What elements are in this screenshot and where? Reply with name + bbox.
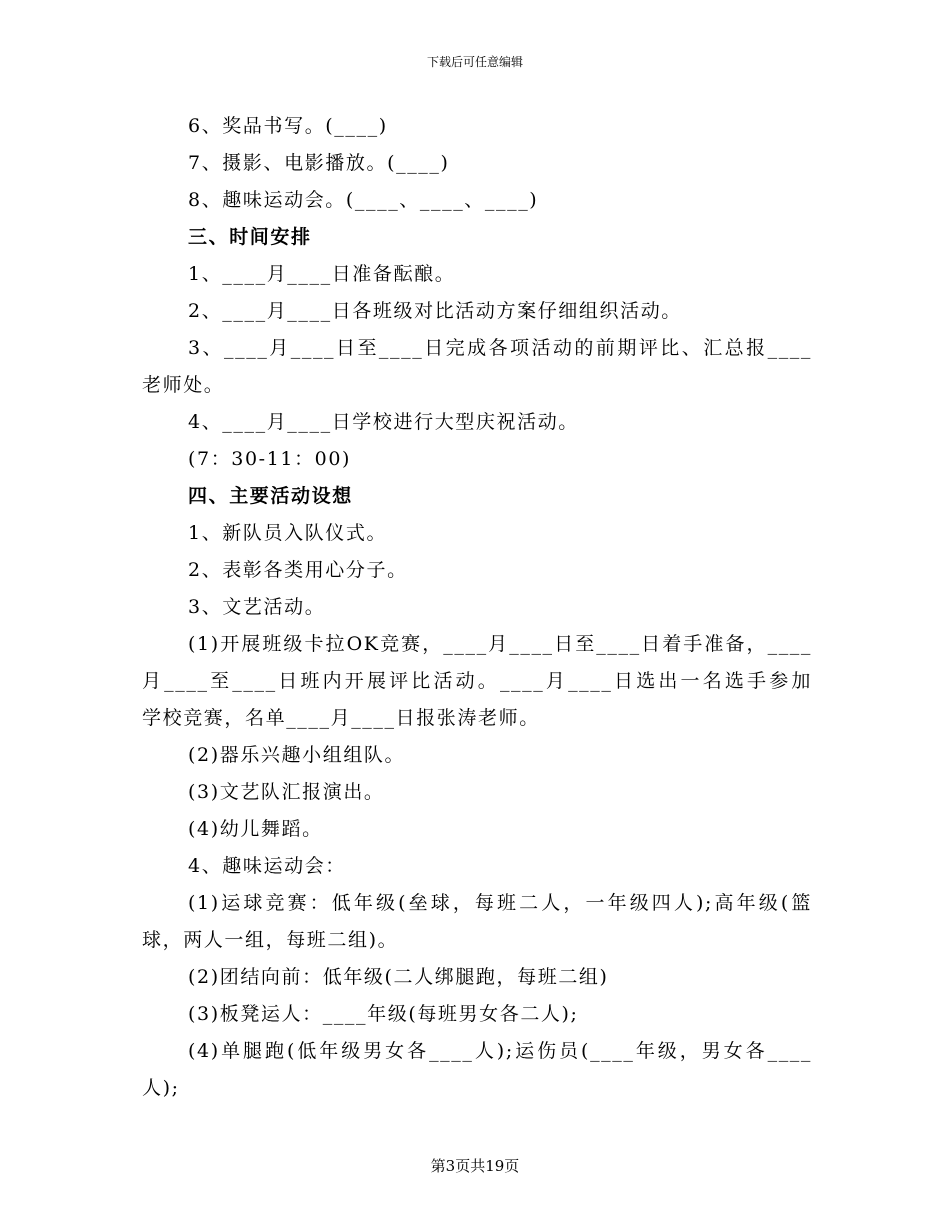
list-item-photography: 7、摄影、电影播放。(____)	[188, 152, 450, 174]
arts-item-2: (2)器乐兴趣小组组队。	[188, 744, 406, 766]
schedule-item-3: 3、____月____日至____日完成各项活动的前期评比、汇总报____	[188, 337, 812, 359]
section-heading-schedule: 三、时间安排	[188, 226, 312, 248]
schedule-item-3-continued: 老师处。	[142, 374, 225, 396]
sports-item-4-line-1: (4)单腿跑(低年级男女各____人);运伤员(____年级，男女各____	[188, 1040, 812, 1062]
schedule-item-2: 2、____月____日各班级对比活动方案仔细组织活动。	[188, 300, 682, 322]
schedule-item-1: 1、____月____日准备酝酿。	[188, 263, 456, 285]
karaoke-paragraph-line-1: (1)开展班级卡拉OK竞赛，____月____日至____日着手准备，____	[188, 633, 812, 655]
activity-item-1: 1、新队员入队仪式。	[188, 522, 388, 544]
activity-item-4: 4、趣味运动会：	[188, 855, 346, 877]
document-body	[142, 108, 812, 1107]
schedule-item-4: 4、____月____日学校进行大型庆祝活动。	[188, 411, 579, 433]
schedule-time-range: (7：30-11：00)	[188, 448, 352, 470]
karaoke-paragraph-line-3: 学校竞赛，名单____月____日报张涛老师。	[142, 707, 540, 729]
sports-item-2: (2)团结向前：低年级(二人绑腿跑，每班二组)	[188, 966, 609, 988]
activity-item-2: 2、表彰各类用心分子。	[188, 559, 408, 581]
list-item-fun-sports: 8、趣味运动会。(____、____、____)	[188, 189, 539, 211]
arts-item-3: (3)文艺队汇报演出。	[188, 781, 385, 803]
page-footer: 第3页共19页	[430, 1157, 520, 1175]
arts-item-4: (4)幼儿舞蹈。	[188, 818, 323, 840]
sports-item-4-line-2: 人);	[142, 1077, 180, 1099]
section-heading-activities: 四、主要活动设想	[188, 485, 353, 507]
sports-item-1-line-1: (1)运球竞赛：低年级(垒球，每班二人，一年级四人);高年级(篮	[188, 892, 812, 914]
list-item-awards-writing: 6、奖品书写。(____)	[188, 115, 388, 137]
sports-item-3: (3)板凳运人：____年级(每班男女各二人);	[188, 1003, 579, 1025]
karaoke-paragraph-line-2: 月____至____日班内开展评比活动。____月____日选出一名选手参加	[142, 670, 812, 692]
sports-item-1-line-2: 球，两人一组，每班二组)。	[142, 929, 399, 951]
page-header: 下载后可任意编辑	[426, 55, 523, 69]
activity-item-3: 3、文艺活动。	[188, 596, 326, 618]
